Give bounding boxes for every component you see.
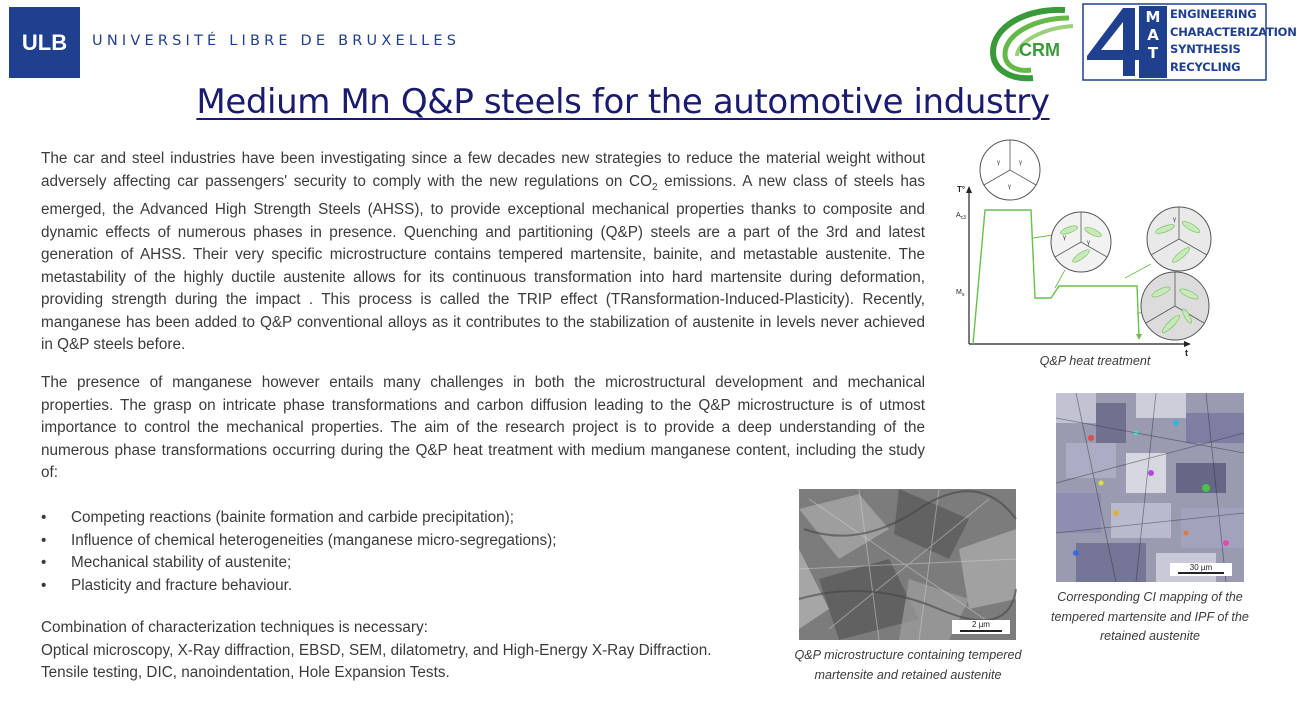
partitioning-microstructure-circle <box>1147 207 1211 271</box>
ac3-label: $A_{c3}$ <box>956 212 966 221</box>
ebsd-scale-bar <box>1170 563 1232 576</box>
svg-text:γ: γ <box>997 160 1000 166</box>
co2-subscript: 2 <box>652 181 658 193</box>
list-item: • Influence of chemical heterogeneities (manganese micro-segregations); <box>41 530 557 553</box>
svg-text:γ: γ <box>1063 235 1066 241</box>
techniques-block <box>41 617 711 685</box>
svg-text:A: A <box>1147 26 1159 44</box>
ebsd-scale-label: 30 µm <box>1189 563 1213 572</box>
intro-text-part1: The car and steel industries have been investigating since a few decades new strategies to reduce the material weight without adversely affecting car passengers' security to comply with the new regulations on CO <box>41 150 925 190</box>
intro-text-part2: emissions. A new class of steels has emerged, the Advanced High Strength Steels (AHSS), to provide exceptional mechanical properties thanks to composite and dynamic effects of numerous phases in presence. Quenching and partitioning (Q&P) steels are a part of the 3rd and latest generation of AHSS. Their very specific microstructure contains tempered martensite, bainite, and metastable austenite. The metastability of the highly ductile austenite allows for its continuous transformation into hard martensite during deformation, providing strength during the impact . This process is called the TRIP effect (TRansformation-Induced-Plasticity). Recently, manganese has been added to Q&P conventional alloys as it contributes to the stabilization of austenite in levels never achieved in Q&P steels before. <box>41 172 925 354</box>
ulb-logo-text: ULB <box>21 29 68 55</box>
list-item: • Mechanical stability of austenite; <box>41 552 557 575</box>
mat-word-characterization: CHARACTERIZATION <box>1170 24 1297 39</box>
svg-text:M: M <box>1145 8 1161 26</box>
sem-texture <box>799 489 1016 640</box>
study-topics-list <box>41 507 557 597</box>
svg-text:γ: γ <box>1087 240 1090 246</box>
austenite-grains-circle <box>980 140 1040 200</box>
ebsd-map <box>1056 393 1244 582</box>
heat-treatment-diagram <box>955 138 1205 358</box>
4mat-logo-words <box>1170 6 1297 76</box>
mat-word-recycling: RECYCLING <box>1170 59 1241 74</box>
x-axis-label: t <box>1185 348 1188 358</box>
techniques-line-2: Tensile testing, DIC, nanoindentation, Hole Expansion Tests. <box>41 664 450 681</box>
sem-micrograph <box>799 489 1016 640</box>
sem-scale-bar <box>952 620 1010 634</box>
slide-title: Medium Mn Q&P steels for the automotive industry <box>196 82 1050 122</box>
ebsd-texture <box>1056 393 1244 582</box>
svg-text:γ: γ <box>1173 217 1176 223</box>
mat-word-engineering: ENGINEERING <box>1170 7 1257 21</box>
techniques-intro: Combination of characterization techniques is necessary: <box>41 619 428 636</box>
ms-label: $M_s$ <box>956 289 965 298</box>
svg-text:T: T <box>1147 44 1159 62</box>
ebsd-caption: Corresponding CI mapping of the tempered martensite and IPF of the retained austenite <box>1051 590 1249 643</box>
crm-logo <box>987 6 1079 82</box>
svg-text:γ: γ <box>1008 184 1011 190</box>
techniques-line-1: Optical microscopy, X-Ray diffraction, EBSD, SEM, dilatometry, and High-Energy X-Ray Diffraction. <box>41 641 712 659</box>
intro-paragraph <box>41 148 925 357</box>
crm-logo-text: CRM <box>1019 40 1060 60</box>
list-item: • Competing reactions (bainite formation and carbide precipitation); <box>41 507 557 530</box>
mat-word-synthesis: SYNTHESIS <box>1170 42 1241 56</box>
y-axis-label: T° <box>957 185 966 194</box>
ulb-logo <box>9 7 80 78</box>
heat-treatment-caption: Q&P heat treatment <box>1039 354 1151 368</box>
list-item: • Plasticity and fracture behaviour. <box>41 575 557 598</box>
challenges-paragraph: The presence of manganese however entails many challenges in both the microstructural development and mechanical properties. The grasp on intricate phase transformations and carbon diffusion leading to the Q&P microstructure is of utmost importance to control the mechanical properties. The aim of the research project is to provide a deep understanding of the numerous phase transformations occurring during the Q&P heat treatment with medium manganese content, including the study of: <box>41 374 925 481</box>
sem-scale-label: 2 µm <box>972 620 990 629</box>
final-microstructure-circle <box>1141 272 1209 340</box>
university-name: UNIVERSITÉ LIBRE DE BRUXELLES <box>92 33 461 49</box>
quench-microstructure-circle <box>1051 212 1111 272</box>
svg-text:γ: γ <box>1019 160 1022 166</box>
sem-caption: Q&P microstructure containing tempered martensite and retained austenite <box>794 648 1022 682</box>
